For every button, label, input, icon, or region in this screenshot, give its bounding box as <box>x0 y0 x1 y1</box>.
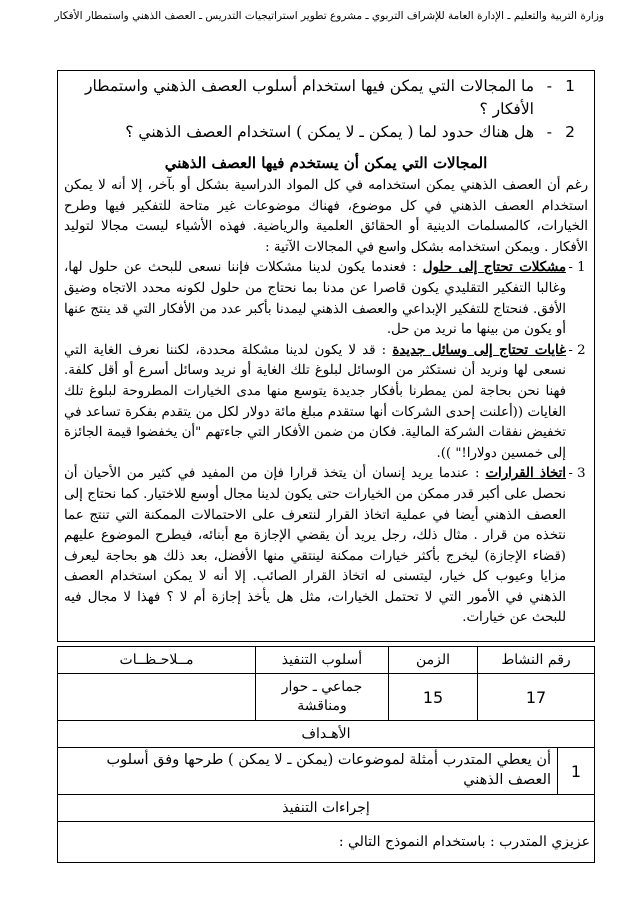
question-dash: - <box>546 123 552 141</box>
header-time: الزمن <box>389 647 478 674</box>
item-text: : قد لا يكون لدينا مشكلة محددة، لكننا نعرف الغاية التي نسعى لها ونريد أن نستكثر من الوسائل لبلوغ تلك الغاية أو نريد وسائل أسرع أو أقل كلفة. فهنا نحن بحاجة لمن يمطرنا بأفكار جديدة يتوسع منها مدى الخيارات المطروحة لبلوغ تلك الغايات ((أعلنت إحدى الشركات أنها ستقدم مبلغ مائة دولار لكل من يتقدم بفكرة تساعد في تخفيض نفقات الشركة المالية. فكان من ضمن الأفكار التي جاءتهم "أن يخفضوا قيمة الجائزة إلى خمسين دولارا!" )). <box>64 342 566 461</box>
objective-cell <box>58 748 594 794</box>
item-heading: غايات تحتاج إلى وسائل جديدة <box>392 342 566 358</box>
question-text: هل هناك حدود لما ( يمكن ـ لا يمكن ) استخدام العصف الذهني ؟ <box>125 123 534 141</box>
item-body <box>64 341 566 465</box>
header-method: أسلوب التنفيذ <box>256 647 389 674</box>
procedures-label: إجراءات التنفيذ <box>58 795 595 822</box>
instruction-row <box>58 822 595 863</box>
question-text: ما المجالات التي يمكن فيها استخدام أسلوب العصف الذهني واستمطار الأفكار ؟ <box>84 77 534 118</box>
time-value: 15 <box>389 674 478 721</box>
item-number: 3 - <box>568 466 586 482</box>
item-text: : عندما يريد إنسان أن يتخذ قرارا فإن من المفيد في كثير من الأحيان أن نحصل على أكبر قدر ممكن من الخيارات حتى يكون لدينا مجال أوسع للاختيار. كما نحتاج إلى العصف الذهني أيضا في عملية اتخاذ القرار لنتعرف على الاحتمالات الممكنة التي تنتج عما نتخذه من قرار . مثال ذلك، رجل يريد أن يقضي الإجازة مع أبنائه، فيطرح الموضوع عليهم (قضاء الإجازة) ليخرج بأكثر خيارات ممكنة لينتقي منها الأفضل، بعد ذلك هو بحاجة ليعرف مزايا وعيوب كل خيار، ليتسنى له اتخاذ القرار الصائب. إلا أنه لا يمكن استخدام العصف الذهني في الأمور التي لا تحتمل الخيارات، مثل هل يأخذ إجازة أم لا ؟ فهذا لا مجال فيه للبحث عن خيارات. <box>64 466 566 626</box>
question-number: 1 <box>565 77 575 95</box>
intro-paragraph: رغم أن العصف الذهني يمكن استخدامه في كل المواد الدراسية بشكل أو بآخر، إلا أنه لا يمكن استخدام العصف الذهني في كل موضوع، فهناك موضوعات غير متاحة للتفكير فيها وطرح الخيارات، كالمسلمات الدينية أو الحقائق العلمية والرياضية. فهذه الأشياء ليست مجالا لتوليد الأفكار . ويمكن استخدامه بشكل واسع في المجالات الآتية : <box>64 178 588 255</box>
table-row <box>58 674 595 721</box>
header-activity-number: رقم النشاط <box>478 647 595 674</box>
objectives-label: الأهـداف <box>58 721 595 748</box>
objective-text: أن يعطي المتدرب أمثلة لموضوعات (يمكن ـ لا يمكن ) طرحها وفق أسلوب العصف الذهني <box>106 752 551 788</box>
item-heading: اتخاذ القرارات <box>485 466 566 482</box>
list-item-3 <box>64 464 588 629</box>
item-number: 1 - <box>568 260 586 276</box>
item-number: 2 - <box>568 342 586 358</box>
notes-value <box>58 674 256 721</box>
item-body <box>64 258 566 340</box>
page-header: وزارة التربية والتعليم ـ الإدارة العامة للإشراف التربوي ـ مشروع تطوير استراتيجيات التدريس ـ العصف الذهني واستمطار الأفكار <box>54 10 604 22</box>
item-body <box>64 464 566 629</box>
table-header-row <box>58 647 595 674</box>
question-number: 2 <box>565 123 575 141</box>
method-value: جماعي ـ حوار ومناقشة <box>256 674 389 721</box>
question-2 <box>64 121 588 144</box>
instruction-text: عزيزي المتدرب : باستخدام النموذج التالي : <box>58 822 595 863</box>
item-heading: مشكلات تحتاج إلى حلول <box>422 260 566 276</box>
list-item-1 <box>64 258 588 340</box>
activity-table <box>57 646 595 863</box>
activity-number: 17 <box>478 674 595 721</box>
section-title: المجالات التي يمكن أن يستخدم فيها العصف الذهني <box>164 154 488 172</box>
objective-row <box>58 748 595 795</box>
objectives-header-row <box>58 721 595 748</box>
list-item-2 <box>64 341 588 465</box>
objective-number: 1 <box>557 748 594 794</box>
header-notes: مــلاحـظــات <box>58 647 256 674</box>
procedures-header-row <box>58 795 595 822</box>
question-1 <box>64 75 588 121</box>
question-dash: - <box>546 77 552 95</box>
content-frame <box>57 70 595 642</box>
item-text: : فعندما يكون لدينا مشكلات فإننا نسعى للبحث عن حلول لها، وغالبا التفكير التقليدي يكون قاصرا عن مدنا بما نحتاج من حلول لكونه محدد الاتجاه وضيق الأفق. فنحتاج للتفكير الإبداعي والعصف الذهني ليمدنا بأكبر عدد من الأفكار التي قد ينتج عنها أو يكون من بينها ما نريد من حل. <box>64 260 566 338</box>
